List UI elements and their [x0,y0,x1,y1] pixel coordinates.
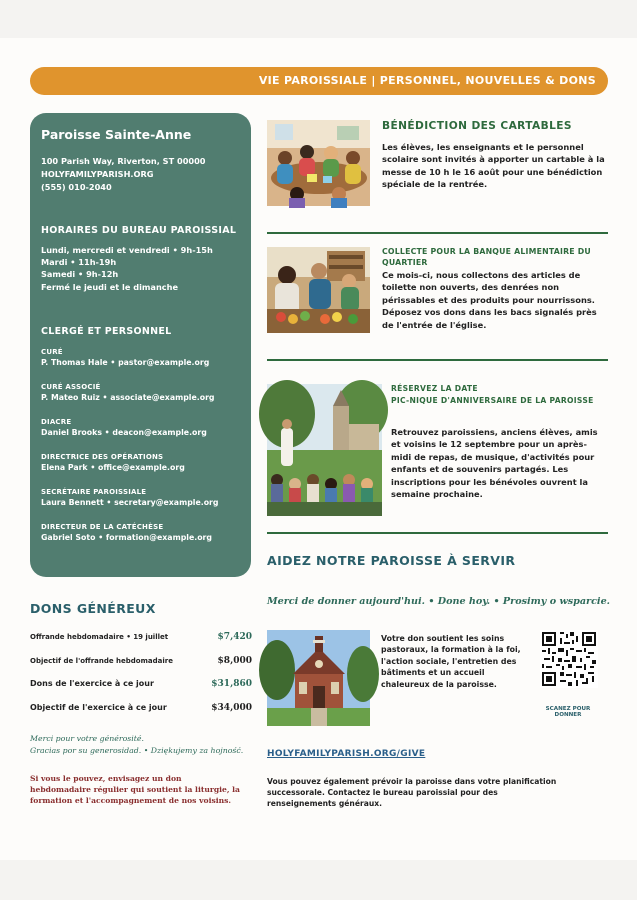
donation-amount: $31,860 [211,679,252,689]
donation-row [30,656,252,670]
staff-person: Gabriel Soto • formation@example.org [41,532,212,542]
story-food-drive [267,247,608,337]
staff-person: P. Mateo Ruiz • associate@example.org [41,392,215,402]
hours-line: Lundi, mercredi et vendredi • 9h-15h [41,245,213,255]
staff-entry [41,347,240,368]
staff-role: SECRÉTAIRE PAROISSIALE [41,487,147,496]
section-banner: VIE PAROISSIALE | PERSONNEL, NOUVELLES & DONS [30,67,608,95]
staff-role: DIRECTEUR DE LA CATÉCHÈSE [41,522,164,531]
story-backpack-blessing [267,120,608,210]
story-body: Retrouvez paroissiens, anciens élèves, amis et voisins le 12 septembre pour un après-midi de repas, de musique, d'activités pour enfants et de souvenirs partagés. Les inscriptions pour les bénévoles ouvrent la semaine prochaine. [391,427,598,500]
staff-list [41,347,240,543]
staff-entry [41,382,240,403]
story-parish-picnic [267,384,608,519]
thank-you-line: Merci pour votre générosité. [30,734,145,743]
office-hours-list [41,244,240,293]
weekly-giving-appeal: Si vous le pouvez, envisagez un don hebdomadaire régulier qui soutient la liturgie, la formation et l'accompagnement de nos voisins. [30,774,240,805]
thank-you-line: Gracias por su generosidad. • Dziękujemy za hojność. [30,745,244,755]
staff-entry [41,487,240,508]
newsletter-page [0,38,637,860]
story-title: BÉNÉDICTION DES CARTABLES [382,120,572,132]
section-divider [267,532,608,534]
parish-address: 100 Parish Way, Riverton, ST 00000 [41,156,206,166]
staff-person: Daniel Brooks • deacon@example.org [41,427,207,437]
donation-label: Dons de l'exercice à ce jour [30,679,154,688]
multilingual-give-quote: Merci de donner aujourd'hui. • Done hoy. • Prosimy o wsparcie. [267,596,611,607]
story-title: PIC-NIQUE D'ANNIVERSAIRE DE LA PAROISSE [391,396,594,405]
donation-label: Objectif de l'exercice à ce jour [30,703,167,712]
donation-amount: $8,000 [217,656,252,666]
story-body: Ce mois-ci, nous collectons des articles de toilette non ouverts, des denrées non périssables et des produits pour nourrissons. Déposez vos dons dans les bacs signalés près de l'entrée de l'église. [382,270,597,330]
food-drive-photo [267,247,370,333]
story-body: Les élèves, les enseignants et le personnel scolaire sont invités à apporter un cartable à la messe de 10 h le 16 août pour une bénédiction spéciale de la rentrée. [382,142,605,190]
story-title: COLLECTE POUR LA BANQUE ALIMENTAIRE DU QUARTIER [382,247,591,267]
classroom-photo [267,120,370,206]
parish-website[interactable]: HOLYFAMILYPARISH.ORG [41,169,154,179]
donate-qr-code[interactable] [540,630,598,688]
thank-you-note [30,733,243,756]
donations-heading: DONS GÉNÉREUX [30,601,156,616]
hours-line: Samedi • 9h-12h [41,269,119,280]
staff-person: Laura Bennett • secretary@example.org [41,497,219,507]
outdoor-mass-photo [267,384,382,516]
staff-person: Elena Park • office@example.org [41,462,185,472]
office-hours-heading: HORAIRES DU BUREAU PAROISSIAL [41,225,237,236]
parish-info-sidebar [30,113,251,577]
donation-label: Offrande hebdomadaire • 19 juillet [30,633,169,641]
parish-phone: (555) 010-2040 [41,182,112,192]
staff-entry [41,522,240,543]
story-kicker: RÉSERVEZ LA DATE [391,384,478,393]
donation-row [30,679,252,693]
donation-row [30,632,252,646]
section-divider [267,232,608,234]
staff-role: DIRECTRICE DES OPÉRATIONS [41,452,164,461]
donation-label: Objectif de l'offrande hebdomadaire [30,657,173,665]
planned-giving-text: Vous pouvez également prévoir la paroisse dans votre planification successorale. Contactez le bureau paroissial pour des renseignements généraux. [267,777,557,808]
help-heading: AIDEZ NOTRE PAROISSE À SERVIR [267,553,516,568]
qr-caption: SCANEZ POUR DONNER [545,706,591,718]
clergy-heading: CLERGÉ ET PERSONNEL [41,325,172,337]
hours-line: Fermé le jeudi et le dimanche [41,281,179,292]
church-photo [267,630,370,726]
staff-entry [41,417,240,438]
staff-role: DIACRE [41,417,72,426]
parish-name: Paroisse Sainte-Anne [41,127,192,142]
donation-amount: $7,420 [217,632,252,642]
section-divider [267,359,608,361]
staff-person: P. Thomas Hale • pastor@example.org [41,357,210,367]
staff-role: CURÉ [41,347,63,356]
hours-line: Mardi • 11h-19h [41,257,117,268]
give-link[interactable]: HOLYFAMILYPARISH.ORG/GIVE [267,749,426,759]
donation-row [30,703,252,717]
staff-entry [41,452,240,473]
staff-role: CURÉ ASSOCIÉ [41,382,101,391]
parish-contact [41,155,240,194]
donation-amount: $34,000 [211,703,252,713]
giving-impact-text: Votre don soutient les soins pastoraux, la formation à la foi, l'action sociale, l'entretien des bâtiments et un accueil chaleureux de la paroisse. [381,634,521,689]
